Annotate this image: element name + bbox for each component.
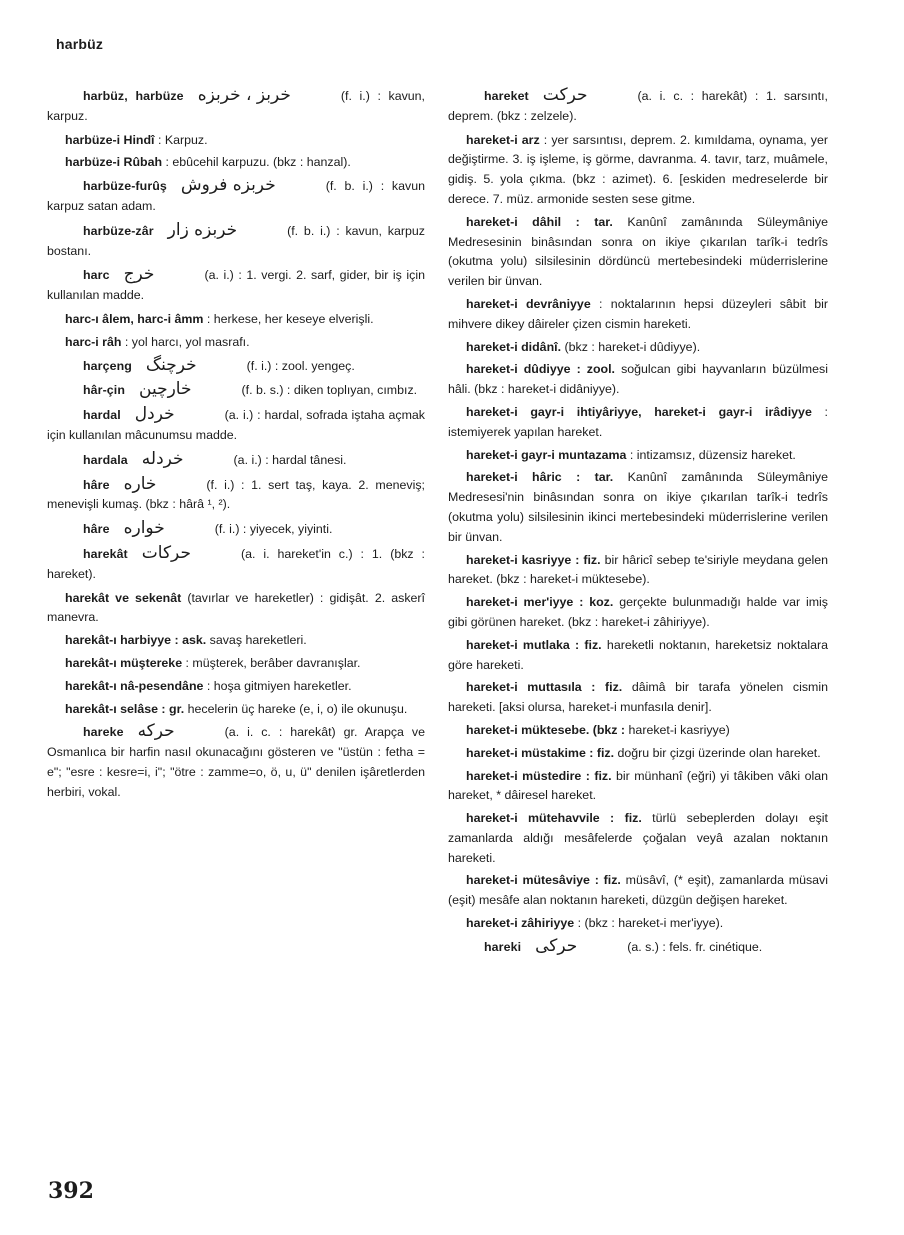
- entry-definition: (a. i. c. : harekât) : 1. sarsıntı, deprem. (bkz : zelzele).: [448, 89, 828, 123]
- entry-headword: harc: [83, 268, 110, 283]
- entry-headword: harekât ve sekenât: [65, 590, 182, 605]
- entry-headword: hardala: [83, 452, 128, 467]
- entry-headword: hareket-i didânî.: [466, 339, 562, 354]
- entry-definition: (tavırlar ve hareketler) : gidişât. 2. askerî manevra.: [47, 590, 425, 625]
- entry-headword: harekât-ı harbiyye : ask.: [65, 633, 207, 648]
- entry-headword: hareki: [484, 939, 522, 954]
- entry-definition: : hoşa gitmiyen hareketler.: [206, 678, 352, 693]
- dictionary-entry: [47, 310, 425, 330]
- dictionary-entry: [47, 544, 425, 585]
- entry-definition: hareket-i kasriyye): [628, 722, 730, 737]
- entry-definition: (a. i.) : hardal, sofrada iştaha açmak için kullanılan mâcunumsu madde.: [47, 408, 425, 442]
- entry-arabic-script: خربزه زار: [167, 219, 238, 240]
- entry-headword: harekât: [83, 546, 128, 561]
- entry-headword: harbüze-i Hindî: [65, 132, 155, 147]
- entry-arabic-script: خربز ، خربزه: [197, 85, 291, 105]
- dictionary-entry: [448, 914, 828, 934]
- entry-headword: harbüze-i Rûbah: [65, 155, 163, 170]
- entry-definition: : noktalarının hepsi düzeyleri sâbit bir mihvere dikey dâireler çizen cismin hareketi.: [448, 296, 828, 331]
- dictionary-entry: [47, 176, 425, 217]
- dictionary-entry: [448, 937, 828, 958]
- entry-definition: : (bkz : hareket-i mer'iyye).: [577, 916, 724, 931]
- entry-headword: hareket-i mütehavvile : fiz.: [466, 811, 642, 826]
- dictionary-entry: [47, 356, 425, 377]
- dictionary-entry: [47, 131, 425, 151]
- entry-headword: hareket-i dûdiyye : zool.: [466, 362, 615, 377]
- entry-definition: (a. i.) : hardal tânesi.: [233, 452, 347, 467]
- entry-headword: hareket-i gayr-i muntazama: [466, 447, 627, 462]
- dictionary-entry: [47, 86, 425, 127]
- entry-arabic-script: حركت: [542, 85, 588, 105]
- dictionary-entry: [448, 767, 828, 807]
- entry-headword: hareket-i müstedire : fiz.: [466, 768, 612, 783]
- dictionary-entry: [448, 295, 828, 335]
- dictionary-entry: [47, 519, 425, 540]
- entry-definition: : yol harcı, yol masrafı.: [124, 334, 250, 349]
- entry-arabic-script: خرچنگ: [145, 354, 197, 375]
- entry-definition: bir hâricî sebep te'siriyle meydana gelen hareket. (bkz : hareket-i müktesebe).: [448, 552, 828, 587]
- entry-definition: gerçekte bulunmadığı halde var imiş gibi görünen hareket. (bkz : hareket-i zâhiriyye).: [448, 595, 828, 629]
- entry-definition: (bkz : hareket-i dûdiyye).: [564, 339, 701, 354]
- dictionary-entry: [448, 360, 828, 400]
- entry-definition: : yer sarsıntısı, deprem. 2. kımıldama, oynama, yer değiştirme. 3. iş işleme, iş görme, davranma. 4. tavır, tarz, muâmele, gidiş. 5. yola çıkma. (bkz : azimet). 6. [eskiden medreselerde bir derece. 7. müz. armonide sesten sese gitme.: [448, 132, 828, 206]
- entry-definition: bir münhanî (eğri) yi tâkiben vâki olan hareket, * dâiresel hareket.: [448, 768, 828, 803]
- entry-headword: hareket-i mütesâviye : fiz.: [466, 873, 621, 888]
- entry-definition: hareketli noktanın, hareketsiz noktalara göre hareketi.: [448, 637, 828, 672]
- dictionary-entry: [47, 450, 425, 471]
- entry-headword: hareket-i gayr-i ihtiyâriyye, hareket-i gayr-i irâdiyye: [466, 404, 812, 419]
- entry-headword: hareket-i muttasıla : fiz.: [466, 680, 623, 695]
- entry-arabic-script: خواره: [123, 518, 165, 539]
- entry-definition: (a. s.) : fels. fr. cinétique.: [627, 939, 763, 954]
- entry-headword: harbüz, harbüze: [83, 89, 184, 103]
- entry-definition: : herkese, her keseye elverişli.: [206, 311, 374, 326]
- entry-definition: : müşterek, berâber davranışlar.: [185, 655, 361, 670]
- dictionary-entry: [448, 744, 828, 764]
- dictionary-entry: [47, 700, 425, 720]
- entry-headword: harekât-ı müştereke: [65, 655, 183, 670]
- dictionary-entry: [448, 809, 828, 868]
- entry-arabic-script: خردله: [141, 448, 184, 469]
- entry-headword: hâre: [83, 522, 110, 537]
- entry-definition: (f. i.) : zool. yengeç.: [246, 358, 355, 373]
- entry-headword: hareket-i arz: [466, 132, 540, 147]
- entry-headword: hareket-i mer'iyye : koz.: [466, 595, 614, 610]
- entry-headword: hardal: [83, 408, 121, 423]
- dictionary-entry: [448, 446, 828, 466]
- entry-headword: hâr-çin: [83, 383, 126, 398]
- entry-headword: harc-i râh: [65, 334, 122, 349]
- dictionary-entry: [448, 338, 828, 358]
- dictionary-entry: [448, 468, 828, 547]
- entry-definition: : ebûcehil karpuzu. (bkz : hanzal).: [165, 155, 351, 170]
- entry-arabic-script: خرج: [123, 264, 155, 285]
- entry-definition: (f. i.) : kavun, karpuz.: [47, 89, 426, 123]
- dictionary-entry: [448, 403, 828, 443]
- right-column: [448, 86, 828, 962]
- entry-definition: (a. i.) : 1. vergi. 2. sarf, gider, bir iş için kullanılan madde.: [47, 268, 425, 303]
- entry-arabic-script: حركات: [141, 542, 191, 563]
- dictionary-entry: [448, 721, 828, 741]
- entry-definition: dâimâ bir tarafa yönelen cismin hareketi. [aksi olursa, hareket-i munfasıla denir].: [448, 680, 828, 715]
- dictionary-entry: [448, 86, 828, 127]
- entry-definition: (f. b. s.) : diken toplıyan, cımbız.: [241, 383, 418, 398]
- entry-definition: türlü sebeplerden dolayı eşit zamanlarda aldığı mesâfelerde çoğalan veyâ azalan noktanın hareketi.: [448, 811, 828, 865]
- entry-definition: (f. b. i.) : kavun karpuz satan adam.: [47, 179, 425, 213]
- entry-headword: hareket: [484, 89, 529, 103]
- entry-definition: savaş hareketleri.: [209, 633, 307, 648]
- entry-headword: hareke: [83, 725, 124, 740]
- entry-definition: Kanûnî zamânında Süleymâniye Medresesi'nin binâsından sonra on ikiye çıkarılan tarîk-i tedrîs (okutma yolu) silsilesinin ikinci mertebesindeki müderrislerine verilen bir ünvan.: [448, 470, 828, 544]
- entry-arabic-script: خاره: [123, 473, 157, 494]
- dictionary-entry: [47, 589, 425, 629]
- entry-definition: hecelerin üç hareke (e, i, o) ile okunuşu.: [187, 701, 408, 716]
- entry-definition: (f. b. i.) : kavun, karpuz bostanı.: [47, 223, 425, 258]
- entry-headword: hareket-i müstakime : fiz.: [466, 745, 615, 760]
- page-number: 392: [48, 1178, 94, 1204]
- dictionary-entry: [47, 380, 425, 401]
- entry-definition: : istemiyerek yapılan hareket.: [448, 404, 828, 439]
- entry-headword: harbüze-furûş: [83, 179, 167, 194]
- entry-headword: hareket-i hâric : tar.: [466, 470, 614, 485]
- entry-definition: soğulcan gibi hayvanların büzülmesi hâli. (bkz : hareket-i didâniyye).: [448, 362, 828, 397]
- entry-arabic-script: خردل: [134, 404, 175, 425]
- dictionary-entry: [47, 333, 425, 353]
- dictionary-entry: [47, 265, 425, 306]
- dictionary-entry: [448, 636, 828, 676]
- dictionary-entry: [448, 213, 828, 292]
- entry-headword: harbüze-zâr: [83, 223, 154, 238]
- entry-definition: Kanûnî zamânında Süleymâniye Medresesinin binâsından sonra on ikiye çıkarılan tarîk-i tedrîs (okutma yolu) silsilesinin dördüncü mertebesindeki müderrislerine verilen bir ünvan.: [448, 214, 828, 289]
- entry-arabic-script: حركى: [535, 935, 578, 956]
- dictionary-entry: [47, 677, 425, 697]
- dictionary-entry: [47, 221, 425, 262]
- dictionary-entry: [47, 722, 425, 802]
- entry-arabic-script: خارچين: [139, 379, 192, 400]
- dictionary-entry: [448, 551, 828, 591]
- entry-headword: hareket-i müktesebe. (bkz :: [466, 722, 626, 737]
- entry-definition: (f. i.) : 1. sert taş, kaya. 2. meneviş; menevişli kumaş. (bkz : hârâ ¹, ²).: [47, 477, 425, 512]
- dictionary-entry: [47, 153, 425, 173]
- entry-arabic-script: حركه: [137, 721, 175, 742]
- left-column: [47, 86, 425, 807]
- entry-arabic-script: خربزه فروش: [180, 175, 276, 196]
- entry-definition: : Karpuz.: [157, 132, 208, 147]
- dictionary-entry: [47, 405, 425, 446]
- dictionary-entry: [448, 593, 828, 633]
- entry-headword: harekât-ı selâse : gr.: [65, 701, 185, 716]
- running-head: harbüz: [56, 36, 104, 52]
- entry-definition: (a. i. c. : harekât) gr. Arapça ve Osmanlıca bir harfin nasıl okunacağını gösteren ve "üstün : fetha = e"; "esre : kesre=i, i"; "ötre : zamme=o, ö, u, ü" denilen işâretlerden herbiri, vokal.: [47, 725, 425, 799]
- entry-headword: hareket-i dâhil : tar.: [466, 214, 613, 229]
- entry-definition: (a. i. hareket'in c.) : 1. (bkz : hareket).: [47, 546, 425, 581]
- dictionary-entry: [448, 131, 828, 210]
- entry-headword: hareket-i kasriyye : fiz.: [466, 552, 601, 567]
- entry-headword: hareket-i devrâniyye: [466, 296, 591, 311]
- entry-definition: doğru bir çizgi üzerinde olan hareket.: [617, 745, 821, 760]
- entry-headword: hareket-i zâhiriyye: [466, 916, 575, 931]
- entry-headword: hâre: [83, 477, 110, 492]
- dictionary-entry: [448, 871, 828, 911]
- entry-headword: harc-ı âlem, harc-i âmm: [65, 311, 204, 326]
- dictionary-entry: [47, 631, 425, 651]
- entry-headword: hareket-i mutlaka : fiz.: [466, 637, 602, 652]
- entry-definition: müsâvî, (* eşit), zamanlarda müsavi (eşit) mesâfe alan noktanın hareketi, düzgün değişen hareket.: [448, 873, 829, 908]
- entry-definition: : intizamsız, düzensiz hareket.: [629, 447, 796, 462]
- entry-definition: (f. i.) : yiyecek, yiyinti.: [214, 522, 333, 537]
- dictionary-entry: [47, 475, 425, 516]
- entry-headword: harçeng: [83, 358, 132, 373]
- dictionary-entry: [448, 678, 828, 718]
- dictionary-entry: [47, 654, 425, 674]
- entry-headword: harekât-ı nâ-pesendâne: [65, 678, 204, 693]
